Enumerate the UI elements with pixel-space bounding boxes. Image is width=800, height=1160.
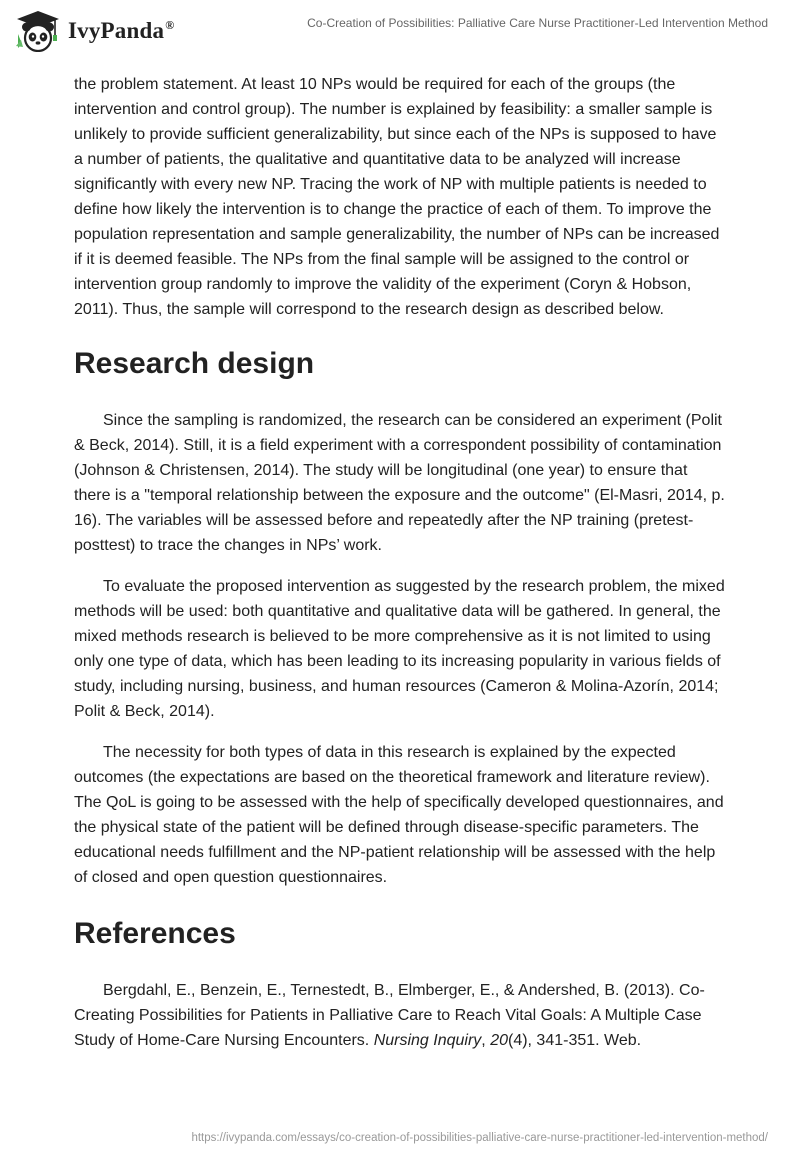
reference-journal: Nursing Inquiry [373,1032,482,1049]
research-design-paragraph-1: Since the sampling is randomized, the research can be considered an experiment (Polit & Beck, 2014). Still, it is a field experiment with a correspondent possibility of contamination (Johnson & Christensen, 2014). The study will be longitudinal (one year) to ensure that there is a "temporal relationship between the exposure and the outcome" (El-Masri, 2014, p. 16). The variables will be assessed before and repeatedly after the NP training (pretest-posttest) to trace the changes in NPs’ work. [74,412,725,554]
research-design-paragraph-2: To evaluate the proposed intervention as suggested by the research problem, the mixed methods will be used: both quantitative and qualitative data will be gathered. In general, the mixed methods research is believed to be more comprehensive as it is not limited to using only one type of data, which has been leading to its increasing popularity in various fields of study, including nursing, business, and human resources (Cameron & Molina-Azorín, 2014; Polit & Beck, 2014). [74,578,725,720]
reference-volume: 20 [490,1032,508,1049]
intro-paragraph: the problem statement. At least 10 NPs would be required for each of the groups (the intervention and control group). The number is explained by feasibility: a smaller sample is unlikely to provide sufficient generalizability, but since each of the NPs is supposed to have a number of patients, the qualitative and quantitative data to be analyzed will increase significantly with every new NP. Tracing the work of NP with multiple patients is needed to define how likely the intervention is to change the practice of each of them. To improve the population representation and sample generalizability, the number of NPs can be increased if it is deemed feasible. The NPs from the final sample will be assigned to the control or intervention group randomly to improve the validity of the experiment (Coryn & Hobson, 2011). Thus, the sample will correspond to the research design as described below. [74,76,720,318]
reference-pages: (4), 341-351. Web. [507,1032,642,1049]
brand-name [68,18,174,44]
reference-text: Bergdahl, E., Benzein, E., Ternestedt, B., Elmberger, E., & Andershed, B. (2013). Co-Creating Possibilities for Patients in Palliative Care to Reach Vital Goals: A Multiple Case Study of Home-Care Nursing Encounters. [74,982,705,1049]
reference-entry [74,978,726,1053]
brand-text: IvyPanda [68,18,165,43]
ivypanda-logo[interactable] [14,10,174,52]
essay-body [74,72,726,1053]
page-header [0,0,800,60]
source-url[interactable]: https://ivypanda.com/essays/co-creation-of-possibilities-palliative-care-nurse-practitioner-led-intervention-method/ [191,1132,768,1144]
research-design-paragraph-3: The necessity for both types of data in this research is explained by the expected outcomes (the expectations are based on the theoretical framework and literature review). The QoL is going to be assessed with the help of specifically developed questionnaires, and the physical state of the patient will be defined through disease-specific parameters. The educational needs fulfillment and the NP-patient relationship will be assessed with the help of closed and open question questionnaires. [74,744,724,886]
document-title: Co-Creation of Possibilities: Palliative Care Nurse Practitioner-Led Intervention Method [307,16,768,30]
reference-separator: , [481,1032,491,1049]
references-heading: References [74,917,236,950]
panda-graduate-icon [14,10,62,52]
registered-mark: ® [165,18,175,32]
research-design-heading: Research design [74,347,315,380]
